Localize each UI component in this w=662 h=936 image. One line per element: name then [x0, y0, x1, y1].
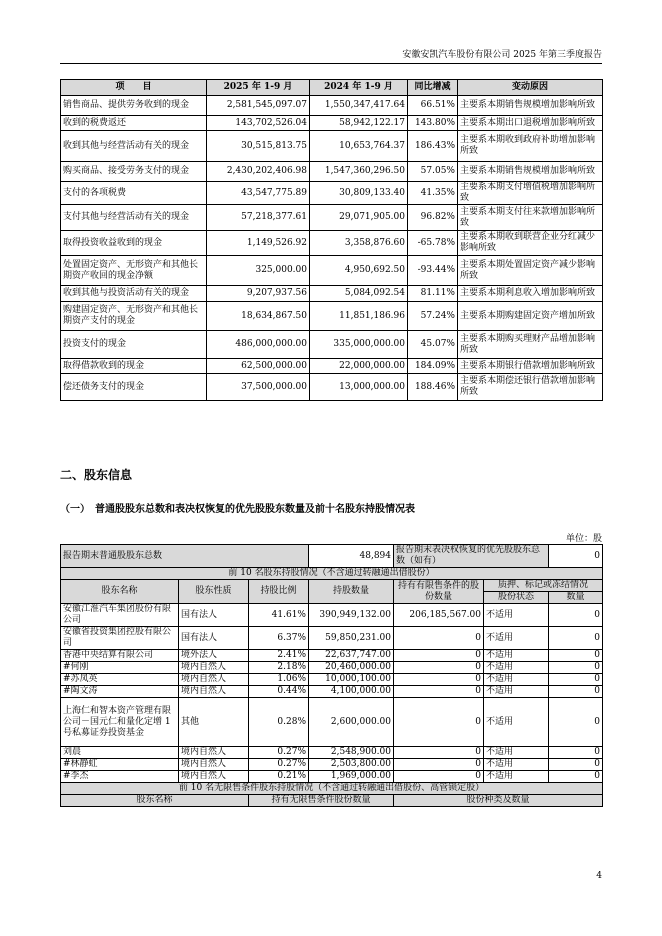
holder-name-cell: 安徽省投资集团控股有限公司	[61, 627, 179, 650]
change-cell: 57.05%	[408, 162, 458, 182]
value-2025-cell: 486,000,000.00	[207, 331, 310, 359]
holder-name-cell: #李杰	[61, 771, 179, 783]
value-2024-cell: 29,071,905.00	[310, 205, 408, 231]
cashflow-table	[60, 79, 603, 401]
value-2024-cell: 1,547,360,296.50	[310, 162, 408, 182]
unrestricted-header-row	[61, 795, 603, 807]
holder-status-cell: 不适用	[484, 698, 549, 747]
col-pledge: 质押、标记或冻结情况	[484, 580, 603, 592]
holder-qty-cell: 20,460,000.00	[309, 662, 394, 674]
u-col-type: 股份种类及数量	[394, 795, 603, 807]
subsection-title: （一） 普通股股东总数和表决权恢复的优先股股东数量及前十名股东持股情况表	[60, 504, 415, 515]
value-2024-cell: 1,550,347,417.64	[310, 96, 408, 116]
table-row	[61, 116, 603, 131]
reason-cell: 主要系本期银行借款增加影响所致	[458, 359, 603, 374]
value-2025-cell: 325,000.00	[207, 256, 310, 286]
holder-count-cell: 0	[549, 650, 603, 662]
holder-restricted-cell: 0	[394, 674, 484, 686]
reason-cell: 主要系本期处置固定资产减少影响所致	[458, 256, 603, 286]
holder-nature-cell: 境内自然人	[179, 759, 249, 771]
col-nature: 股东性质	[179, 580, 249, 604]
reason-cell: 主要系本期收到联营企业分红减少影响所致	[458, 231, 603, 256]
holder-ratio-cell: 2.41%	[249, 650, 309, 662]
holder-status-cell: 不适用	[484, 674, 549, 686]
change-cell: 66.51%	[408, 96, 458, 116]
cashflow-header-row	[61, 80, 603, 96]
holder-count-cell: 0	[549, 674, 603, 686]
value-2024-cell: 10,653,764.37	[310, 131, 408, 162]
holder-restricted-cell: 0	[394, 771, 484, 783]
reason-cell: 主要系本期支付往来款增加影响所致	[458, 205, 603, 231]
change-cell: 96.82%	[408, 205, 458, 231]
value-2024-cell: 30,809,133.40	[310, 182, 408, 205]
item-cell: 支付的各项税费	[61, 182, 207, 205]
change-cell: 45.07%	[408, 331, 458, 359]
holder-ratio-cell: 2.18%	[249, 662, 309, 674]
holder-status-cell: 不适用	[484, 650, 549, 662]
value-2025-cell: 57,218,377.61	[207, 205, 310, 231]
header-2025: 2025 年 1-9 月	[207, 80, 310, 96]
change-cell: 184.09%	[408, 359, 458, 374]
header-change: 同比增减	[408, 80, 458, 96]
holder-nature-cell: 境外法人	[179, 650, 249, 662]
item-cell: 销售商品、提供劳务收到的现金	[61, 96, 207, 116]
table-row	[61, 205, 603, 231]
holder-restricted-cell: 0	[394, 759, 484, 771]
unit-label: 单位：股	[565, 534, 602, 544]
table-row	[61, 331, 603, 359]
holder-name-cell: 刘晨	[61, 747, 179, 759]
change-cell: -93.44%	[408, 256, 458, 286]
shareholder-table	[60, 544, 603, 807]
col-ratio: 持股比例	[249, 580, 309, 604]
item-cell: 取得投资收益收到的现金	[61, 231, 207, 256]
change-cell: 143.80%	[408, 116, 458, 131]
header-item: 项 目	[61, 80, 207, 96]
holder-count-cell: 0	[549, 604, 603, 627]
u-col-name: 股东名称	[61, 795, 249, 807]
value-2024-cell: 13,000,000.00	[310, 374, 408, 401]
item-cell: 偿还债务支付的现金	[61, 374, 207, 401]
holder-qty-cell: 59,850,231.00	[309, 627, 394, 650]
holder-name-cell: 安徽江淮汽车集团股份有限公司	[61, 604, 179, 627]
value-2025-cell: 37,500,000.00	[207, 374, 310, 401]
page-header: 安徽安凯汽车股份有限公司 2025 年第三季度报告	[402, 50, 602, 60]
u-col-qty: 持有无限售条件股份数量	[249, 795, 394, 807]
value-2024-cell: 22,000,000.00	[310, 359, 408, 374]
reason-cell: 主要系本期购建固定资产增加所致	[458, 302, 603, 331]
holder-restricted-cell: 0	[394, 627, 484, 650]
item-cell: 支付其他与经营活动有关的现金	[61, 205, 207, 231]
holder-qty-cell: 2,600,000.00	[309, 698, 394, 747]
holder-name-cell: #林静虹	[61, 759, 179, 771]
value-2025-cell: 143,702,526.04	[207, 116, 310, 131]
col-qty: 持股数量	[309, 580, 394, 604]
holder-status-cell: 不适用	[484, 686, 549, 698]
item-cell: 收到其他与投资活动有关的现金	[61, 286, 207, 302]
table-row	[61, 96, 603, 116]
holder-ratio-cell: 1.06%	[249, 674, 309, 686]
holder-nature-cell: 境内自然人	[179, 747, 249, 759]
holder-count-cell: 0	[549, 662, 603, 674]
item-cell: 收到的税费返还	[61, 116, 207, 131]
header-reason: 变动原因	[458, 80, 603, 96]
holder-name-cell: 香港中央结算有限公司	[61, 650, 179, 662]
table-row	[61, 650, 603, 662]
value-2025-cell: 30,515,813.75	[207, 131, 310, 162]
holder-nature-cell: 国有法人	[179, 627, 249, 650]
table-row	[61, 604, 603, 627]
holder-status-cell: 不适用	[484, 759, 549, 771]
table-row	[61, 162, 603, 182]
holder-qty-cell: 10,000,100.00	[309, 674, 394, 686]
holder-ratio-cell: 0.44%	[249, 686, 309, 698]
section-title: 二、股东信息	[60, 468, 133, 482]
top10-title-row	[61, 568, 603, 580]
holder-ratio-cell: 0.27%	[249, 759, 309, 771]
table-row	[61, 771, 603, 783]
value-2024-cell: 58,942,122.17	[310, 116, 408, 131]
holder-count-cell: 0	[549, 759, 603, 771]
holder-status-cell: 不适用	[484, 662, 549, 674]
table-row	[61, 256, 603, 286]
total-row	[61, 545, 603, 568]
holder-count-cell: 0	[549, 698, 603, 747]
reason-cell: 主要系本期支付增值税增加影响所致	[458, 182, 603, 205]
value-2024-cell: 11,851,186.96	[310, 302, 408, 331]
holder-restricted-cell: 0	[394, 686, 484, 698]
holder-ratio-cell: 0.21%	[249, 771, 309, 783]
holder-name-cell: #苏凤英	[61, 674, 179, 686]
table-row	[61, 374, 603, 401]
holder-status-cell: 不适用	[484, 747, 549, 759]
table-row	[61, 674, 603, 686]
change-cell: -65.78%	[408, 231, 458, 256]
holder-name-cell: #何刚	[61, 662, 179, 674]
header-2024: 2024 年 1-9 月	[310, 80, 408, 96]
holder-nature-cell: 境内自然人	[179, 674, 249, 686]
value-2025-cell: 2,581,545,097.07	[207, 96, 310, 116]
holder-status-cell: 不适用	[484, 604, 549, 627]
item-cell: 处置固定资产、无形资产和其他长期资产收回的现金净额	[61, 256, 207, 286]
pref-label: 报告期末表决权恢复的优先股股东总数（如有）	[394, 545, 549, 568]
value-2025-cell: 2,430,202,406.98	[207, 162, 310, 182]
holder-qty-cell: 390,949,132.00	[309, 604, 394, 627]
reason-cell: 主要系本期偿还银行借款增加影响所致	[458, 374, 603, 401]
value-2024-cell: 3,358,876.60	[310, 231, 408, 256]
value-2024-cell: 335,000,000.00	[310, 331, 408, 359]
holder-count-cell: 0	[549, 686, 603, 698]
holder-qty-cell: 22,637,747.00	[309, 650, 394, 662]
reason-cell: 主要系本期购买理财产品增加影响所致	[458, 331, 603, 359]
value-2025-cell: 43,547,775.89	[207, 182, 310, 205]
holder-restricted-cell: 0	[394, 650, 484, 662]
holder-qty-cell: 2,548,900.00	[309, 747, 394, 759]
table-row	[61, 359, 603, 374]
value-2025-cell: 62,500,000.00	[207, 359, 310, 374]
col-status: 股份状态	[484, 592, 549, 604]
holder-count-cell: 0	[549, 627, 603, 650]
holder-status-cell: 不适用	[484, 771, 549, 783]
table-row	[61, 302, 603, 331]
reason-cell: 主要系本期收到政府补助增加影响所致	[458, 131, 603, 162]
holder-qty-cell: 1,969,000.00	[309, 771, 394, 783]
col-restricted: 持有有限售条件的股份数量	[394, 580, 484, 604]
item-cell: 投资支付的现金	[61, 331, 207, 359]
holder-nature-cell: 国有法人	[179, 604, 249, 627]
col-count: 数量	[549, 592, 603, 604]
holder-restricted-cell: 0	[394, 662, 484, 674]
item-cell: 购买商品、接受劳务支付的现金	[61, 162, 207, 182]
change-cell: 186.43%	[408, 131, 458, 162]
item-cell: 购建固定资产、无形资产和其他长期资产支付的现金	[61, 302, 207, 331]
holder-ratio-cell: 41.61%	[249, 604, 309, 627]
holder-nature-cell: 境内自然人	[179, 771, 249, 783]
holder-restricted-cell: 0	[394, 747, 484, 759]
unrestricted-title: 前 10 名无限售条件股东持股情况（不含通过转融通出借股份、高管锁定股）	[61, 783, 603, 795]
table-row	[61, 286, 603, 302]
change-cell: 41.35%	[408, 182, 458, 205]
col-name: 股东名称	[61, 580, 179, 604]
change-cell: 81.11%	[408, 286, 458, 302]
table-row	[61, 662, 603, 674]
reason-cell: 主要系本期销售规模增加影响所致	[458, 96, 603, 116]
table-row	[61, 231, 603, 256]
holder-count-cell: 0	[549, 747, 603, 759]
table-row	[61, 627, 603, 650]
holder-nature-cell: 境内自然人	[179, 686, 249, 698]
holder-ratio-cell: 0.27%	[249, 747, 309, 759]
table-row	[61, 131, 603, 162]
sh-header-row-1	[61, 580, 603, 592]
holder-nature-cell: 境内自然人	[179, 662, 249, 674]
value-2025-cell: 9,207,937.56	[207, 286, 310, 302]
value-2025-cell: 1,149,526.92	[207, 231, 310, 256]
value-2024-cell: 4,950,692.50	[310, 256, 408, 286]
table-row	[61, 686, 603, 698]
pref-value: 0	[549, 545, 603, 568]
table-row	[61, 182, 603, 205]
holder-restricted-cell: 206,185,567.00	[394, 604, 484, 627]
holder-ratio-cell: 0.28%	[249, 698, 309, 747]
table-row	[61, 759, 603, 771]
table-row	[61, 698, 603, 747]
holder-qty-cell: 2,503,800.00	[309, 759, 394, 771]
holder-restricted-cell: 0	[394, 698, 484, 747]
holder-name-cell: #陶文涛	[61, 686, 179, 698]
reason-cell: 主要系本期利息收入增加影响所致	[458, 286, 603, 302]
item-cell: 取得借款收到的现金	[61, 359, 207, 374]
reason-cell: 主要系本期出口退税增加影响所致	[458, 116, 603, 131]
value-2024-cell: 5,084,092.54	[310, 286, 408, 302]
table-row	[61, 747, 603, 759]
change-cell: 57.24%	[408, 302, 458, 331]
unrestricted-title-row	[61, 783, 603, 795]
change-cell: 188.46%	[408, 374, 458, 401]
holder-status-cell: 不适用	[484, 627, 549, 650]
holder-nature-cell: 其他	[179, 698, 249, 747]
item-cell: 收到其他与经营活动有关的现金	[61, 131, 207, 162]
holder-name-cell: 上海仁和智本资产管理有限公司－国元仁和量化定增 1 号私募证券投资基金	[61, 698, 179, 747]
total-label: 报告期末普通股股东总数	[61, 545, 309, 568]
reason-cell: 主要系本期销售规模增加影响所致	[458, 162, 603, 182]
holder-count-cell: 0	[549, 771, 603, 783]
page-number: 4	[596, 871, 602, 881]
holder-ratio-cell: 6.37%	[249, 627, 309, 650]
value-2025-cell: 18,634,867.50	[207, 302, 310, 331]
holder-qty-cell: 4,100,000.00	[309, 686, 394, 698]
total-value: 48,894	[309, 545, 394, 568]
header-rule	[60, 63, 602, 64]
top10-title: 前 10 名股东持股情况（不含通过转融通出借股份）	[61, 568, 603, 580]
